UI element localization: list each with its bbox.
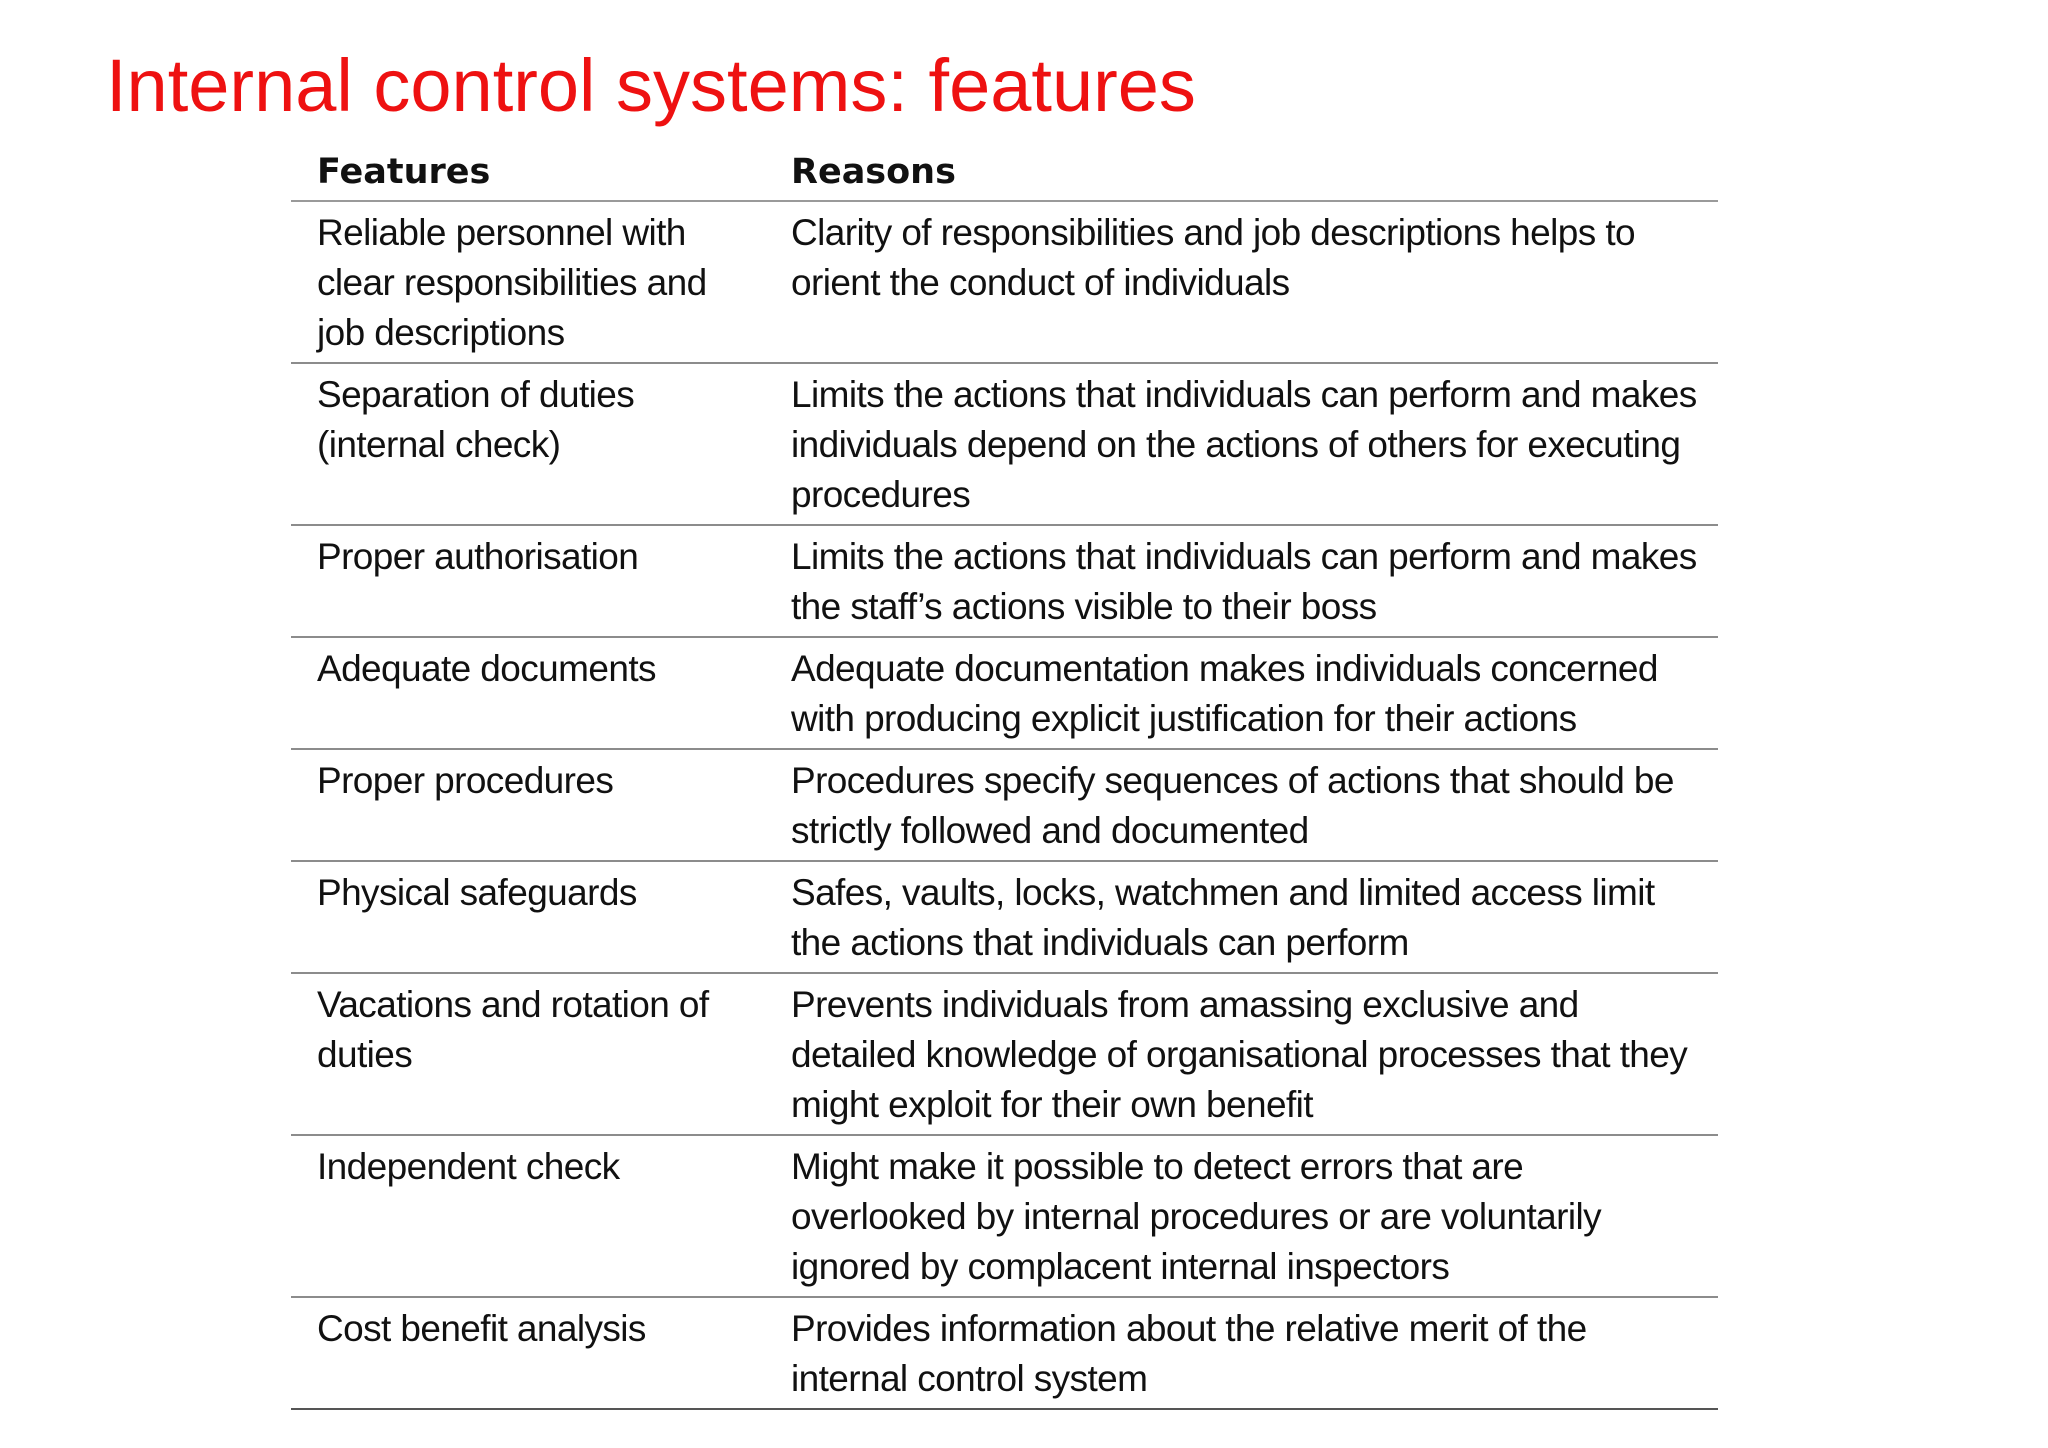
table-row xyxy=(291,1297,1718,1409)
feature-cell: Cost benefit analysis xyxy=(291,1297,765,1409)
slide-title: Internal control systems: features xyxy=(106,44,1196,127)
table-row xyxy=(291,637,1718,749)
reason-cell: Might make it possible to detect errors that are overlooked by internal procedures or are voluntarily ignored by complacent internal inspectors xyxy=(765,1135,1718,1297)
table-header-row xyxy=(291,144,1718,201)
table-row xyxy=(291,973,1718,1135)
reason-cell: Limits the actions that individuals can perform and makes the staff’s actions visible to their boss xyxy=(765,525,1718,637)
feature-cell: Separation of duties (internal check) xyxy=(291,363,765,525)
feature-cell: Adequate documents xyxy=(291,637,765,749)
feature-cell: Independent check xyxy=(291,1135,765,1297)
feature-cell: Physical safeguards xyxy=(291,861,765,973)
feature-cell: Reliable personnel with clear responsibilities and job descriptions xyxy=(291,201,765,363)
feature-cell: Proper procedures xyxy=(291,749,765,861)
table-row xyxy=(291,525,1718,637)
reason-cell: Limits the actions that individuals can perform and makes individuals depend on the actions of others for executing procedures xyxy=(765,363,1718,525)
reason-cell: Clarity of responsibilities and job descriptions helps to orient the conduct of individuals xyxy=(765,201,1718,363)
reason-cell: Prevents individuals from amassing exclusive and detailed knowledge of organisational processes that they might exploit for their own benefit xyxy=(765,973,1718,1135)
column-header-features: Features xyxy=(291,144,765,201)
features-table-container xyxy=(291,144,1718,1410)
table-row xyxy=(291,201,1718,363)
reason-cell: Provides information about the relative merit of the internal control system xyxy=(765,1297,1718,1409)
reason-cell: Adequate documentation makes individuals concerned with producing explicit justification for their actions xyxy=(765,637,1718,749)
reason-cell: Safes, vaults, locks, watchmen and limited access limit the actions that individuals can perform xyxy=(765,861,1718,973)
feature-cell: Vacations and rotation of duties xyxy=(291,973,765,1135)
feature-cell: Proper authorisation xyxy=(291,525,765,637)
column-header-reasons: Reasons xyxy=(765,144,1718,201)
table-row xyxy=(291,749,1718,861)
reason-cell: Procedures specify sequences of actions that should be strictly followed and documented xyxy=(765,749,1718,861)
table-row xyxy=(291,363,1718,525)
table-row xyxy=(291,1135,1718,1297)
features-table xyxy=(291,144,1718,1410)
table-row xyxy=(291,861,1718,973)
